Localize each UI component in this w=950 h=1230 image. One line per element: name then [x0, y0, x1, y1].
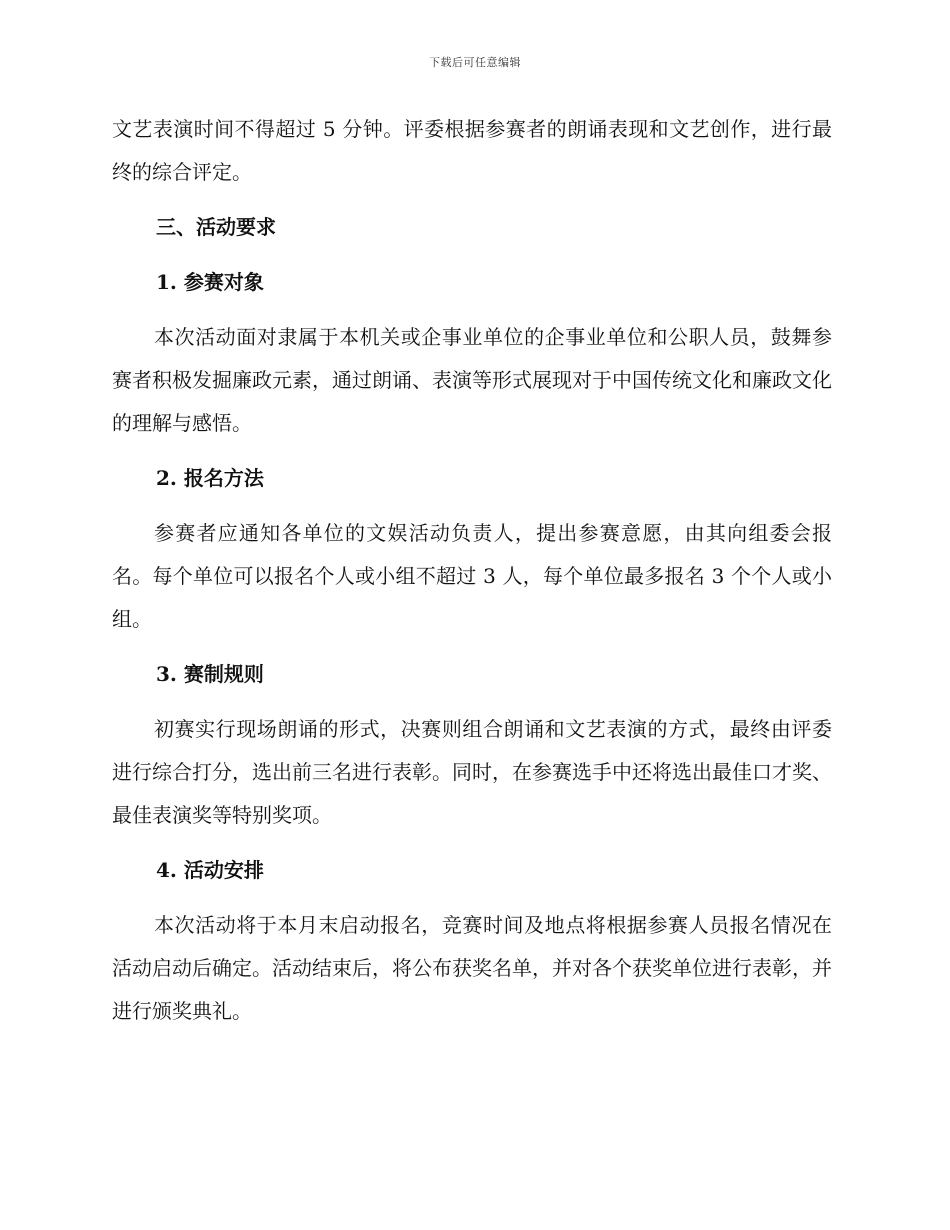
page-header-watermark: 下载后可任意编辑 [429, 56, 521, 69]
subsection-heading-schedule: 4. 活动安排 [156, 858, 264, 882]
subsection-text-rules: 初赛实行现场朗诵的形式，决赛则组合朗诵和文艺表演的方式，最终由评委进行综合打分，选出前三名进行表彰。同时，在参赛选手中还将选出最佳口才奖、最佳表演奖等特别奖项。 [112, 717, 832, 827]
subsection-heading-rules: 3. 赛制规则 [156, 662, 264, 686]
section-heading: 三、活动要求 [156, 215, 276, 239]
subsection-heading-registration: 2. 报名方法 [156, 466, 264, 490]
subsection-text-registration: 参赛者应通知各单位的文娱活动负责人，提出参赛意愿，由其向组委会报名。每个单位可以报名个人或小组不超过 3 人，每个单位最多报名 3 个个人或小组。 [112, 521, 832, 631]
subsection-text-schedule: 本次活动将于本月末启动报名，竞赛时间及地点将根据参赛人员报名情况在活动启动后确定。活动结束后，将公布获奖名单，并对各个获奖单位进行表彰，并进行颁奖典礼。 [112, 913, 832, 1023]
subsection-heading-participants: 1. 参赛对象 [156, 270, 264, 294]
intro-paragraph: 文艺表演时间不得超过 5 分钟。评委根据参赛者的朗诵表现和文艺创作，进行最终的综合评定。 [112, 117, 832, 184]
subsection-text-participants: 本次活动面对隶属于本机关或企事业单位的企事业单位和公职人员，鼓舞参赛者积极发掘廉政元素，通过朗诵、表演等形式展现对于中国传统文化和廉政文化的理解与感悟。 [112, 325, 832, 435]
document-body [112, 108, 832, 1033]
